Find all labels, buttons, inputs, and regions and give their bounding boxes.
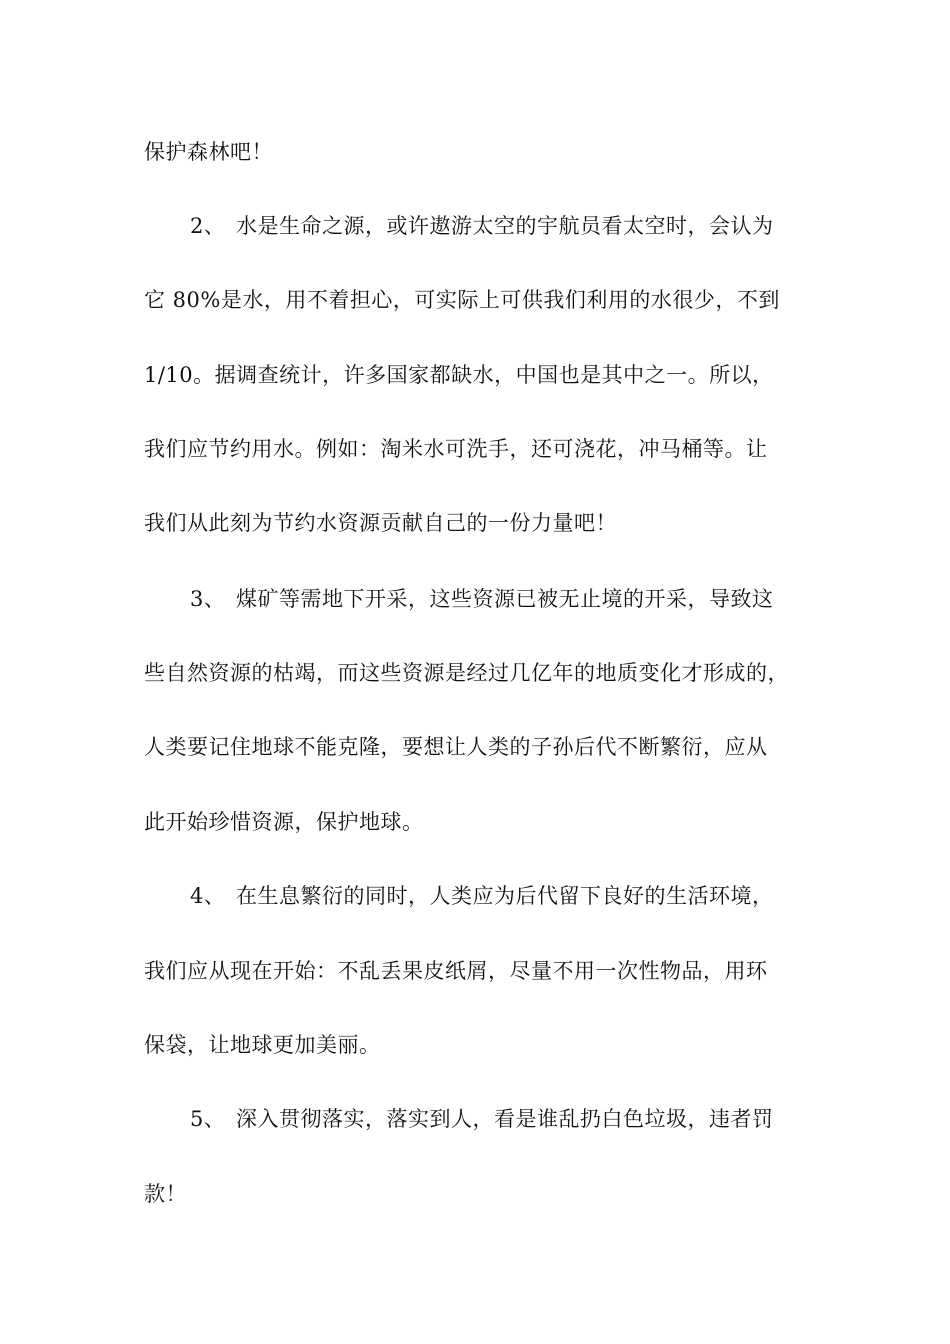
text-line: 深入贯彻落实，落实到人，看是谁乱扔白色垃圾，违者罚 [236, 1107, 774, 1131]
text-line: 款！ [144, 1182, 187, 1206]
text-line: 我们从此刻为节约水资源贡献自己的一份力量吧！ [144, 511, 617, 535]
text-line: 保护森林吧！ [144, 140, 273, 164]
text-line: 保袋，让地球更加美丽。 [144, 1033, 381, 1057]
list-item-3 [190, 584, 774, 614]
text-line: 煤矿等需地下开采，这些资源已被无止境的开采，导致这 [236, 587, 774, 611]
text-line: 我们应节约用水。例如：淘米水可洗手，还可浇花，冲马桶等。让 [144, 437, 768, 461]
list-item-4 [190, 881, 774, 911]
list-item-5 [190, 1104, 774, 1134]
list-number: 3、 [190, 587, 226, 611]
text-line: 我们应从现在开始：不乱丢果皮纸屑，尽量不用一次性物品，用环 [144, 959, 768, 983]
list-number: 5、 [190, 1107, 226, 1131]
text-line: 人类要记住地球不能克隆，要想让人类的子孙后代不断繁衍，应从 [144, 735, 768, 759]
list-number: 2、 [190, 214, 226, 238]
text-line: 此开始珍惜资源，保护地球。 [144, 810, 424, 834]
text-line: 它 80%是水，用不着担心，可实际上可供我们利用的水很少，不到 [144, 288, 780, 312]
text-line: 水是生命之源，或许遨游太空的宇航员看太空时，会认为 [236, 214, 774, 238]
text-line: 些自然资源的枯竭，而这些资源是经过几亿年的地质变化才形成的， [144, 661, 789, 685]
list-item-2 [190, 211, 774, 241]
list-number: 4、 [190, 884, 226, 908]
text-line: 1/10。据调查统计，许多国家都缺水，中国也是其中之一。所以， [144, 363, 774, 387]
text-line: 在生息繁衍的同时，人类应为后代留下良好的生活环境， [236, 884, 774, 908]
